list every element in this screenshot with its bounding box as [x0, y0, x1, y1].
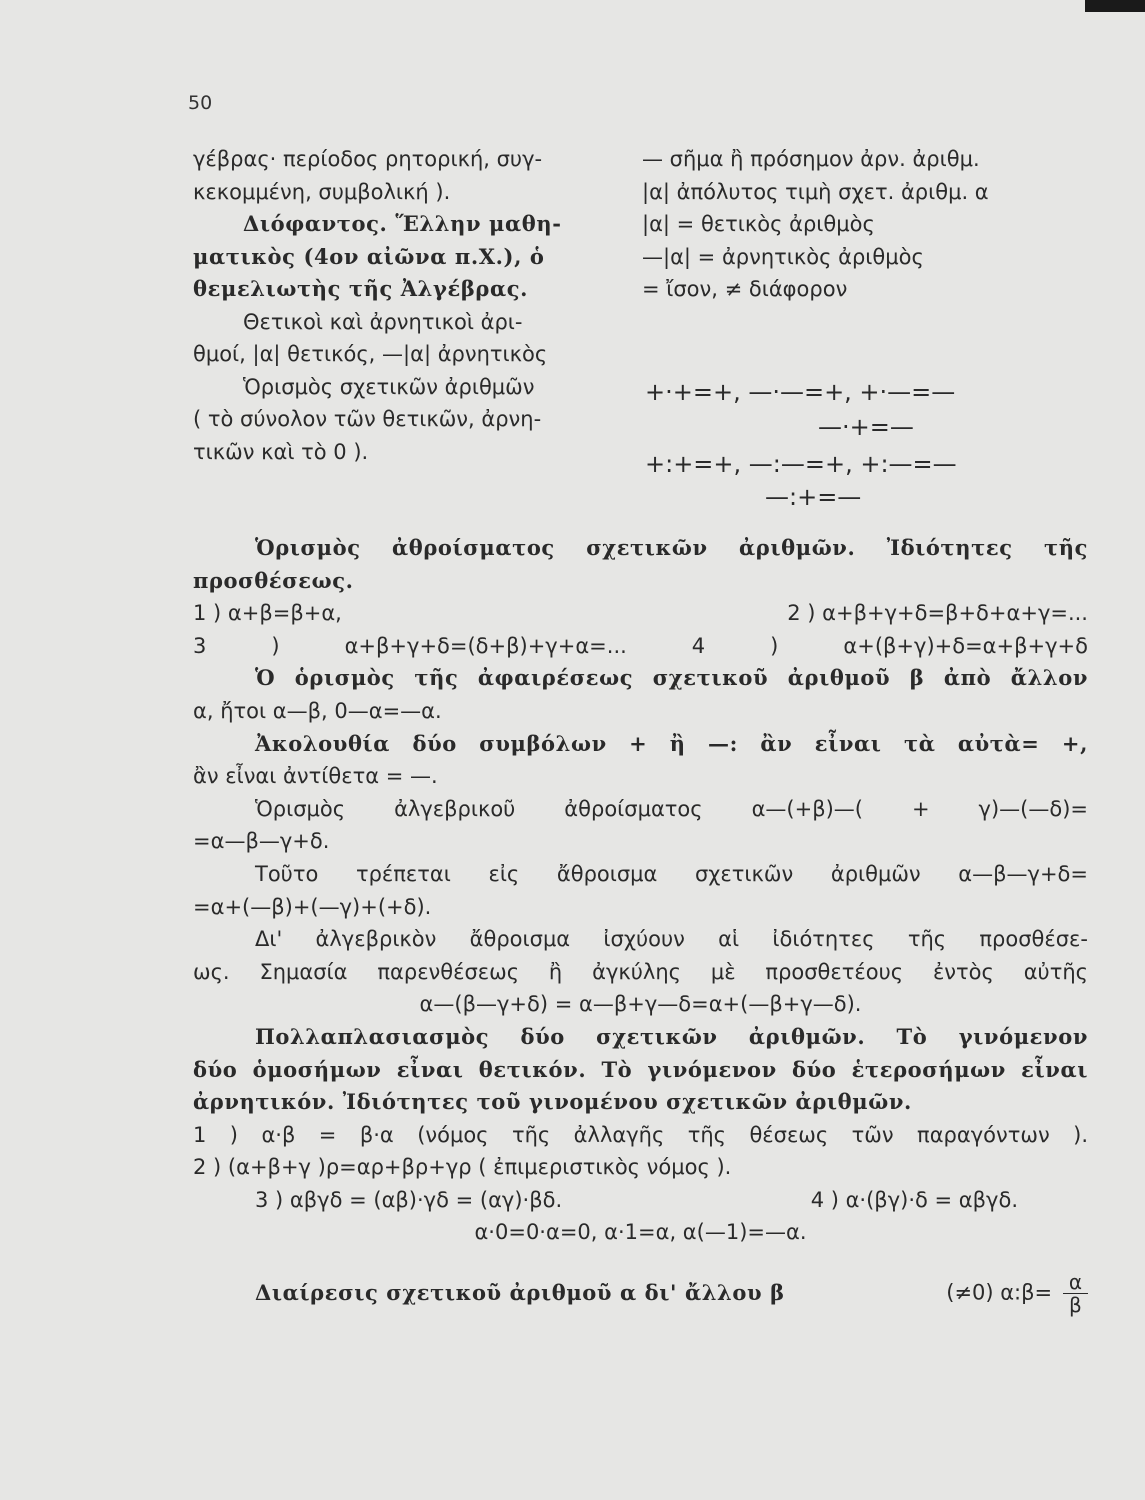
zero-one-identities: α·0=0·α=0, α·1=α, α(—1)=—α. [474, 1220, 807, 1245]
subtraction-line: α, ἤτοι α—β, 0—α=—α. [193, 698, 442, 723]
right-line: = ἴσον, ≠ διάφορον [642, 277, 848, 301]
division-condition: (≠0) α:β= [946, 1280, 1053, 1305]
left-line: γέβρας· περίοδος ρητορική, συγ- [193, 147, 543, 171]
div-sign-rule-last: —:+=— [765, 483, 862, 511]
sum-properties: Δι' ἀλγεβρικὸν ἄθροισμα ἰσχύουν αἱ ἰδιότητες τῆς προσθέσε- [255, 927, 1088, 952]
left-line: θεμελιωτὴς τῆς Ἀλγέβρας. [193, 276, 528, 301]
left-line: τικῶν καὶ τὸ 0 ). [193, 439, 369, 464]
page-number: 50 [188, 92, 213, 114]
fraction-numerator: α [1063, 1271, 1088, 1294]
mult-sign-rule-last: —·+=— [818, 413, 914, 441]
division-formula [946, 1271, 1088, 1316]
right-line: — σῆμα ἢ πρόσημον ἀρν. ἀριθμ. [642, 147, 980, 171]
multiplication-property-2: 2 ) (α+β+γ )ρ=αρ+βρ+γρ ( ἐπιμεριστικὸς νόμος ). [193, 1155, 732, 1180]
division-text: Διαίρεσις σχετικοῦ ἀριθμοῦ α δι' ἄλλου β [255, 1279, 785, 1305]
multiplication-property-3: 3 ) αβγδ = (αβ)·γδ = (αγ)·βδ. [255, 1187, 563, 1212]
left-line: Διόφαντος. Ἕλλην μαθη- [243, 211, 562, 236]
mult-sign-rules: +·+=+, —·—=+, +·—=— [645, 378, 956, 406]
division-heading [193, 1271, 1088, 1315]
left-column [193, 143, 603, 468]
div-sign-rules: +:+=+, —:—=+, +:—=— [645, 450, 957, 478]
algebraic-sum-definition: Ὁρισμὸς ἀλγεβρικοῦ ἀθροίσματος α—(+β)—( + γ)—(—δ)= [255, 796, 1088, 821]
sequence-rule-cont: ἂν εἶναι ἀντίθετα = —. [193, 764, 438, 789]
left-line: ματικὸς (4ον αἰῶνα π.Χ.), ὁ [193, 243, 545, 269]
left-line: θμοί, |α| θετικός, —|α| ἀρνητικὸς [193, 342, 548, 366]
parentheses-example: α—(β—γ+δ) = α—β+γ—δ=α+(—β+γ—δ). [419, 992, 862, 1017]
sequence-rule [193, 728, 1088, 761]
multiplication-property-4: 4 ) α·(βγ)·δ = αβγδ. [810, 1187, 1018, 1212]
right-line: |α| ἀπόλυτος τιμὴ σχετ. ἀριθμ. α [642, 179, 989, 204]
multiplication-properties-heading: ἀρνητικόν. Ἰδιότητες τοῦ γινομένου σχετικῶν ἀριθμῶν. [193, 1089, 912, 1115]
right-line: —|α| = ἀρνητικὸς ἀριθμὸς [642, 244, 924, 269]
heading-addition: Ὁρισμὸς ἀθροίσματος σχετικῶν ἀριθμῶν. Ἰδιότητες τῆς [255, 535, 1088, 560]
multiplication-property-1: 1 ) α·β = β·α (νόμος τῆς ἀλλαγῆς τῆς θέσεως τῶν παραγόντων ). [193, 1122, 1088, 1147]
scan-edge [1085, 0, 1145, 12]
parentheses-meaning: ως. Σημασία παρενθέσεως ἢ ἀγκύλης μὲ προσθετέους ἐντὸς αὐτῆς [193, 959, 1088, 984]
left-line: Θετικοὶ καὶ ἀρνητικοὶ ἀρι- [243, 309, 523, 334]
fraction [1063, 1271, 1088, 1316]
multiplication-rule: δύο ὁμοσήμων εἶναι θετικόν. Τὸ γινόμενον δύο ἑτεροσήμων εἶναι [193, 1056, 1088, 1082]
heading-addition-cont: προσθέσεως. [193, 567, 354, 593]
sequence-rule-text: Ἀκολουθία δύο συμβόλων + ἢ —: ἂν εἶναι τὰ αὐτὰ= +, [255, 730, 1088, 756]
left-line: κεκομμένη, συμβολική ). [193, 179, 451, 204]
left-line: Ὁρισμὸς σχετικῶν ἀριθμῶν [243, 374, 535, 399]
multiplication-properties-row [193, 1184, 1088, 1217]
main-text [193, 532, 1088, 1315]
fraction-denominator: β [1069, 1292, 1082, 1317]
addition-properties-row [193, 597, 1088, 630]
right-column [642, 143, 1092, 306]
left-line: ( τὸ σύνολον τῶν θετικῶν, ἀρνη- [193, 407, 542, 431]
addition-properties-row-2: 3 ) α+β+γ+δ=(δ+β)+γ+α=... 4 ) α+(β+γ)+δ=α+β+γ+δ [193, 633, 1088, 658]
algebraic-sum-result: =α—β—γ+δ. [193, 829, 330, 854]
heading-subtraction: Ὁ ὁρισμὸς τῆς ἀφαιρέσεως σχετικοῦ ἀριθμοῦ β ἀπὸ ἄλλον [255, 665, 1088, 691]
sum-transform: Τοῦτο τρέπεται εἰς ἄθροισμα σχετικῶν ἀριθμῶν α—β—γ+δ= [255, 861, 1088, 886]
addition-property-1: 1 ) α+β=β+α, [193, 601, 342, 626]
right-line: |α| = θετικὸς ἀριθμὸς [642, 212, 875, 236]
heading-multiplication: Πολλαπλασιασμὸς δύο σχετικῶν ἀριθμῶν. Τὸ γινόμενον [255, 1023, 1088, 1049]
addition-property-2: 2 ) α+β+γ+δ=β+δ+α+γ=... [787, 601, 1088, 626]
sum-transform-result: =α+(—β)+(—γ)+(+δ). [193, 894, 432, 919]
